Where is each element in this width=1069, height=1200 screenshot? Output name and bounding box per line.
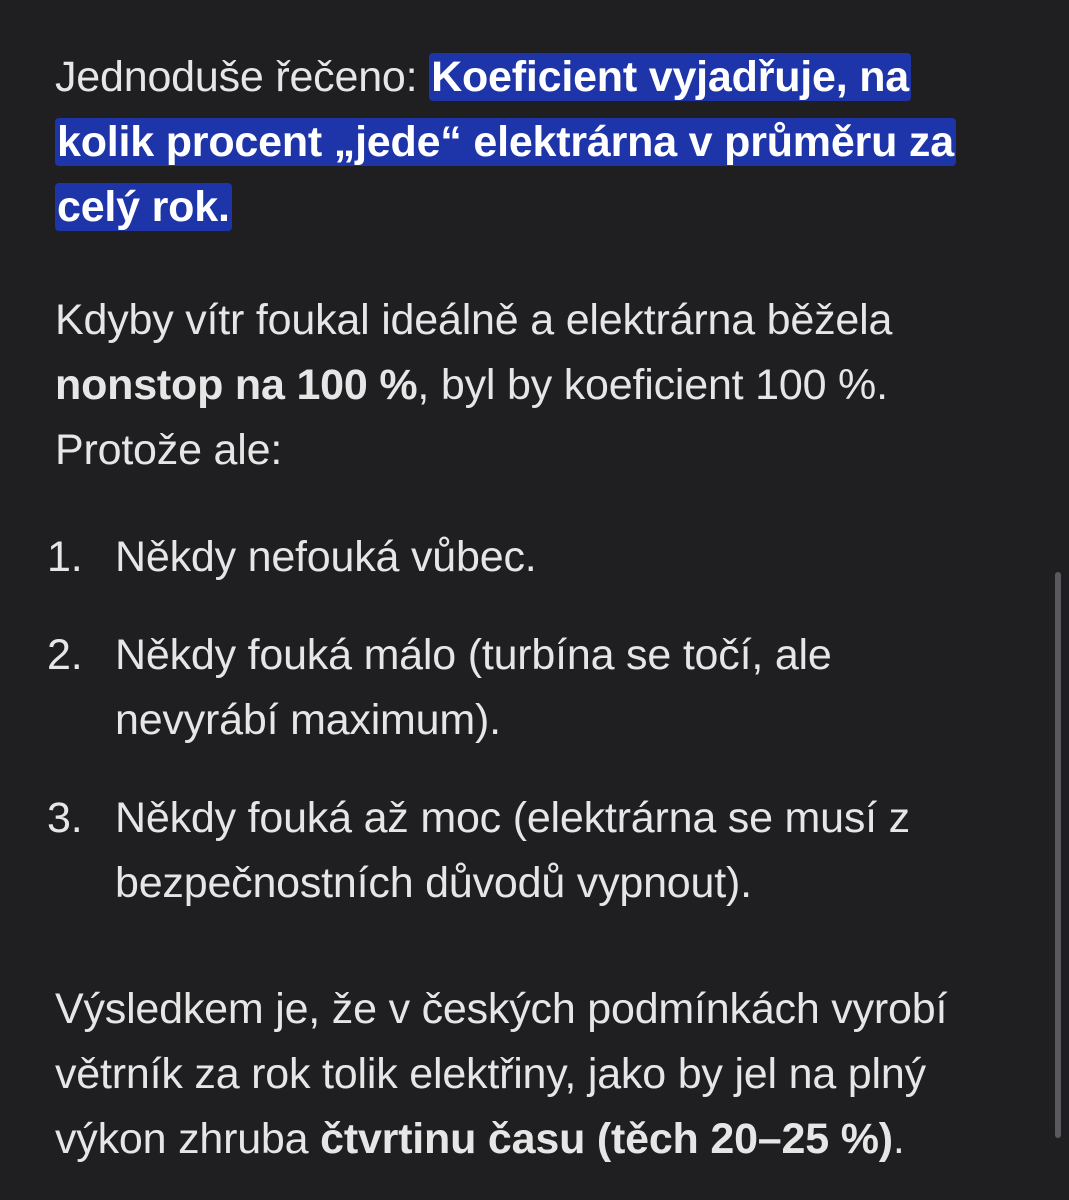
ideal-bold-text: nonstop na 100 % — [55, 361, 418, 409]
ideal-text-part1: Kdyby vítr foukal ideálně a elektrárna běžela — [55, 296, 893, 344]
list-item-text: Někdy fouká až moc (elektrárna se musí z bezpečnostních důvodů vypnout). — [115, 794, 910, 907]
list-item-number: 1. — [47, 533, 83, 581]
highlighted-definition[interactable]: Koeficient vyjadřuje, na kolik procent „jede“ elektrárna v průměru za celý rok. — [57, 53, 954, 231]
result-text-part2: . — [892, 1115, 905, 1163]
list-item — [47, 525, 995, 590]
list-item-number: 2. — [47, 631, 83, 679]
list-item-number: 3. — [47, 794, 83, 842]
list-item — [47, 623, 995, 753]
ideal-text-part2: , byl by koeficient 100 %. Protože ale: — [55, 361, 888, 474]
ideal-paragraph — [55, 288, 995, 483]
result-bold-text: čtvrtinu času (těch 20–25 %) — [320, 1115, 893, 1163]
list-item-text: Někdy nefouká vůbec. — [115, 533, 537, 581]
result-text-part1: Výsledkem je, že v českých podmínkách vyrobí větrník za rok tolik elektřiny, jako by jel na plný výkon zhruba — [55, 985, 948, 1163]
list-item — [47, 786, 995, 916]
reasons-list — [47, 525, 995, 949]
vertical-scrollbar[interactable] — [1055, 572, 1061, 1138]
list-item-text: Někdy fouká málo (turbína se točí, ale nevyrábí maximum). — [115, 631, 832, 744]
result-paragraph — [55, 977, 995, 1172]
response-content — [47, 45, 995, 1163]
intro-prefix: Jednoduše řečeno: — [55, 53, 430, 101]
intro-paragraph — [55, 45, 995, 240]
